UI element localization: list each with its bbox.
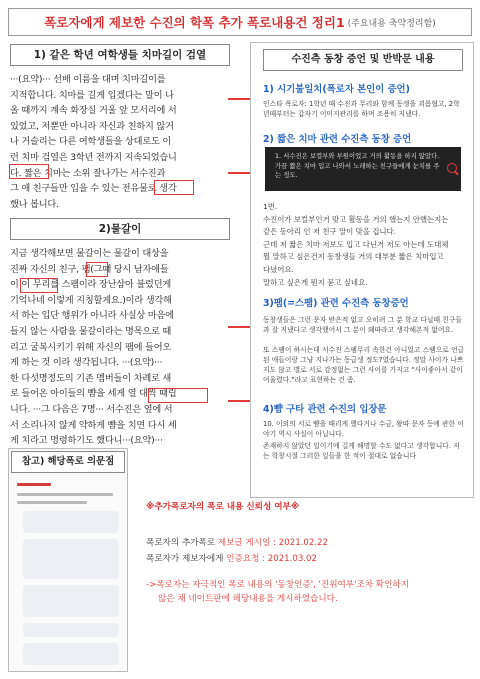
right-heading-4: 4)뺨 구타 관련 수진의 입장문 bbox=[263, 404, 387, 415]
witness-text: 1. 서수진은 보컬부와 부원이었고 거의 활동을 하지 않았다. 가끔 짧은 치마 입고 나와서 노래하는 친구들에게 눈치를 주는 정도. bbox=[275, 152, 440, 179]
section2-line: 니다. ···그 다음은 7명··· 서수진은 옆에 서 bbox=[10, 403, 173, 415]
section1-line: 그 애 친구들만 입을 수 있는 전유물로 생각 bbox=[10, 183, 177, 195]
section2-line: 들지 않는 사람을 물갈이라는 명목으로 때 bbox=[10, 325, 172, 337]
reference-panel bbox=[8, 448, 128, 672]
highlight-slap bbox=[148, 388, 208, 403]
section1-line: 다. 짧은 치마는 소위 잘나가는 서수진과 bbox=[10, 167, 166, 179]
connector-line bbox=[228, 98, 250, 100]
credibility-note bbox=[146, 578, 466, 606]
right-text-1: 인스타 폭로자: 1학년 때 수진과 무리와 함께 동생을 괴롭혔고, 2학년때부터는 갑자기 이미지관리를 하며 조용히 지냈다. bbox=[263, 100, 460, 118]
highlight-exclusive bbox=[154, 180, 194, 195]
right-panel-title: 수진측 동창 증언 및 반박문 내용 bbox=[263, 49, 463, 71]
section2-line: 서 하는 입단 행위가 아니라 사실상 마음에 bbox=[10, 310, 174, 322]
credibility-title: ※추가폭로자의 폭로 내용 신뢰성 여부※ bbox=[146, 502, 300, 512]
credibility-note-line: ->폭로자는 자극적인 폭로 내용의 '동창인증', '진위여부'조차 확인하지 bbox=[146, 580, 410, 590]
reply-line: 같은 동아리 인 저 친구 말이 맞을 겁니다. bbox=[263, 227, 397, 237]
highlight-short-skirt bbox=[9, 164, 49, 179]
section1-line: 나 거슬리는 다른 여학생들을 상대로도 이 bbox=[10, 136, 172, 148]
chat-bubble bbox=[23, 623, 119, 637]
section2-line: 리고 굴복시키기 위해 자신의 팸에 들어오 bbox=[10, 341, 172, 353]
section2-line: 한 다섯명정도의 기존 멤버들이 차례로 새 bbox=[10, 372, 172, 384]
connector-line bbox=[228, 172, 250, 174]
reply-line: 말하고 싶은게 뭔지 묻고 싶네요. bbox=[263, 277, 368, 287]
reference-title: 참고) 해당폭로 의문점 bbox=[11, 451, 125, 473]
section1-line: 있었고, 저뿐만 아니라 자신과 친하지 않거 bbox=[10, 120, 174, 132]
chat-bubble bbox=[23, 585, 119, 617]
credibility-value: 제보글 게시일 : 2021.02.22 bbox=[217, 538, 328, 548]
reply-line: 수진이가 보컬부인거 맞고 활동을 거의 했는지 안했는지는 bbox=[263, 214, 449, 224]
section1-body bbox=[10, 72, 242, 212]
right-text-4a: 10. 이외의 서로 뺨을 때리게 했다거나 수금, 왕따 문자 등에 관한 이야기 역시 사실이 아닙니다. bbox=[263, 420, 464, 438]
blurred-text bbox=[17, 501, 87, 504]
right-panel bbox=[250, 42, 474, 498]
page-title-main: 폭로자에게 제보한 수진의 학폭 추가 폭로내용건 정리1 bbox=[44, 15, 345, 30]
section2-line: 서 소리나지 않게 약하게 뺨을 치면 다시 세 bbox=[10, 419, 177, 431]
right-text-4b: 존재하지 않았던 일이기에 길게 해명할 수도 없다고 생각합니다. 저는 학창시절 그러한 일들을 한 적이 절대로 없습니다 bbox=[263, 442, 460, 460]
credibility-value: 인증요청 : 2021.03.02 bbox=[226, 554, 317, 564]
reply-text bbox=[263, 201, 467, 289]
highlight-spam bbox=[20, 278, 58, 293]
witness-box bbox=[265, 147, 461, 191]
magnifier-icon bbox=[447, 163, 457, 173]
blurred-text bbox=[17, 493, 113, 496]
connector-line bbox=[228, 400, 250, 402]
blurred-text bbox=[17, 483, 51, 486]
reply-line: 뭘 말하고 싶은건지 동창생들 거의 대부분 짧은 치마입고 bbox=[263, 252, 444, 262]
section2-line: 기억나네 이렇게 지칭할게요.)이라 생각해 bbox=[10, 294, 172, 306]
credibility-line-1 bbox=[146, 536, 328, 548]
credibility-note-line: 않은 채 네이트판에 해당내용을 게시하였습니다. bbox=[158, 594, 338, 604]
credibility-label: 폭로자가 제보자에게 bbox=[146, 554, 224, 564]
chat-bubble bbox=[23, 643, 119, 665]
section1-line: 지적합니다. 치마를 길게 입겠다는 말이 나 bbox=[10, 89, 174, 101]
section1-line: ···(요약)··· 선배 이름을 대며 치마길이를 bbox=[10, 74, 166, 85]
section2-title: 2)물갈이 bbox=[10, 218, 230, 240]
section1-title: 1) 같은 학년 여학생들 치마길이 검열 bbox=[10, 44, 230, 66]
credibility-line-2 bbox=[146, 552, 317, 564]
page-title bbox=[8, 8, 472, 36]
right-heading-1: 1) 시기불일치(폭로자 본인이 증언) bbox=[263, 84, 410, 95]
right-heading-2: 2) 짧은 치마 관련 수진측 동창 증언 bbox=[263, 134, 412, 145]
section2-line: 진짜 자신의 친구, 팸(그때 당시 남자애들 bbox=[10, 263, 169, 275]
highlight-fam bbox=[86, 262, 108, 277]
section1-line: 런 치마 검열은 3학년 전까지 지속되었습니 bbox=[10, 151, 177, 163]
section1-line: 올 때까지 계속 화장실 거울 앞 모서리에 서 bbox=[10, 105, 177, 117]
reply-line: 근데 저 짧은 치마 저보도 입고 다닌거 저도 아는데 도대체 bbox=[263, 239, 449, 249]
section1-line: 했나 봅니다. bbox=[10, 198, 59, 210]
section2-body bbox=[10, 246, 242, 449]
section2-line: 지금 생각해보면 물갈이는 물갈이 대상을 bbox=[10, 248, 169, 259]
credibility-label: 폭로자의 추가폭로 bbox=[146, 538, 216, 548]
page-title-sub: (주요내용 축약정리함) bbox=[347, 18, 436, 29]
right-heading-3: 3)팸(=스팸) 관련 수진측 동창증언 bbox=[263, 298, 409, 309]
right-text-3a: 동창생들은 그런 문자 받은적 없고 오히려 그 분 학교 다닐때 친구들과 잘 지냈다고 생각했어서 그 분이 왜따라고 생각해본적 없어요. bbox=[263, 316, 462, 334]
reply-line: 다녔어요. bbox=[263, 264, 294, 274]
section2-line: 게 하는 것 이라 생각됩니다. ···(요약)··· bbox=[10, 357, 163, 369]
section2-line: 로 들어온 아이들의 뺨을 세게 열 대씩 때립 bbox=[10, 388, 177, 400]
section2-line: 게 치라고 명령하기도 했다니···(요약)··· bbox=[10, 435, 163, 447]
chat-bubble bbox=[23, 539, 119, 579]
section2-line: 이 이 무리를 스팸이라 장난삼아 불렀던게 bbox=[10, 279, 172, 291]
connector-line bbox=[228, 326, 250, 328]
reply-line: 1번. bbox=[263, 202, 278, 211]
chat-bubble bbox=[23, 511, 119, 533]
right-text-3b: 또 스팸이 하시는데 서수진 스팸무리 속한건 아니었고 스팸으로 언급된 애들이랑 그냥 지나가는 동급생 정도?였습니다. 정말 사이가 나쁘지도 않고 별로 서로 감정없는 그런 사이를 가지고 "사이좋아서 같이 어울렸다."라고 표현하는 건 좀. bbox=[263, 346, 465, 384]
